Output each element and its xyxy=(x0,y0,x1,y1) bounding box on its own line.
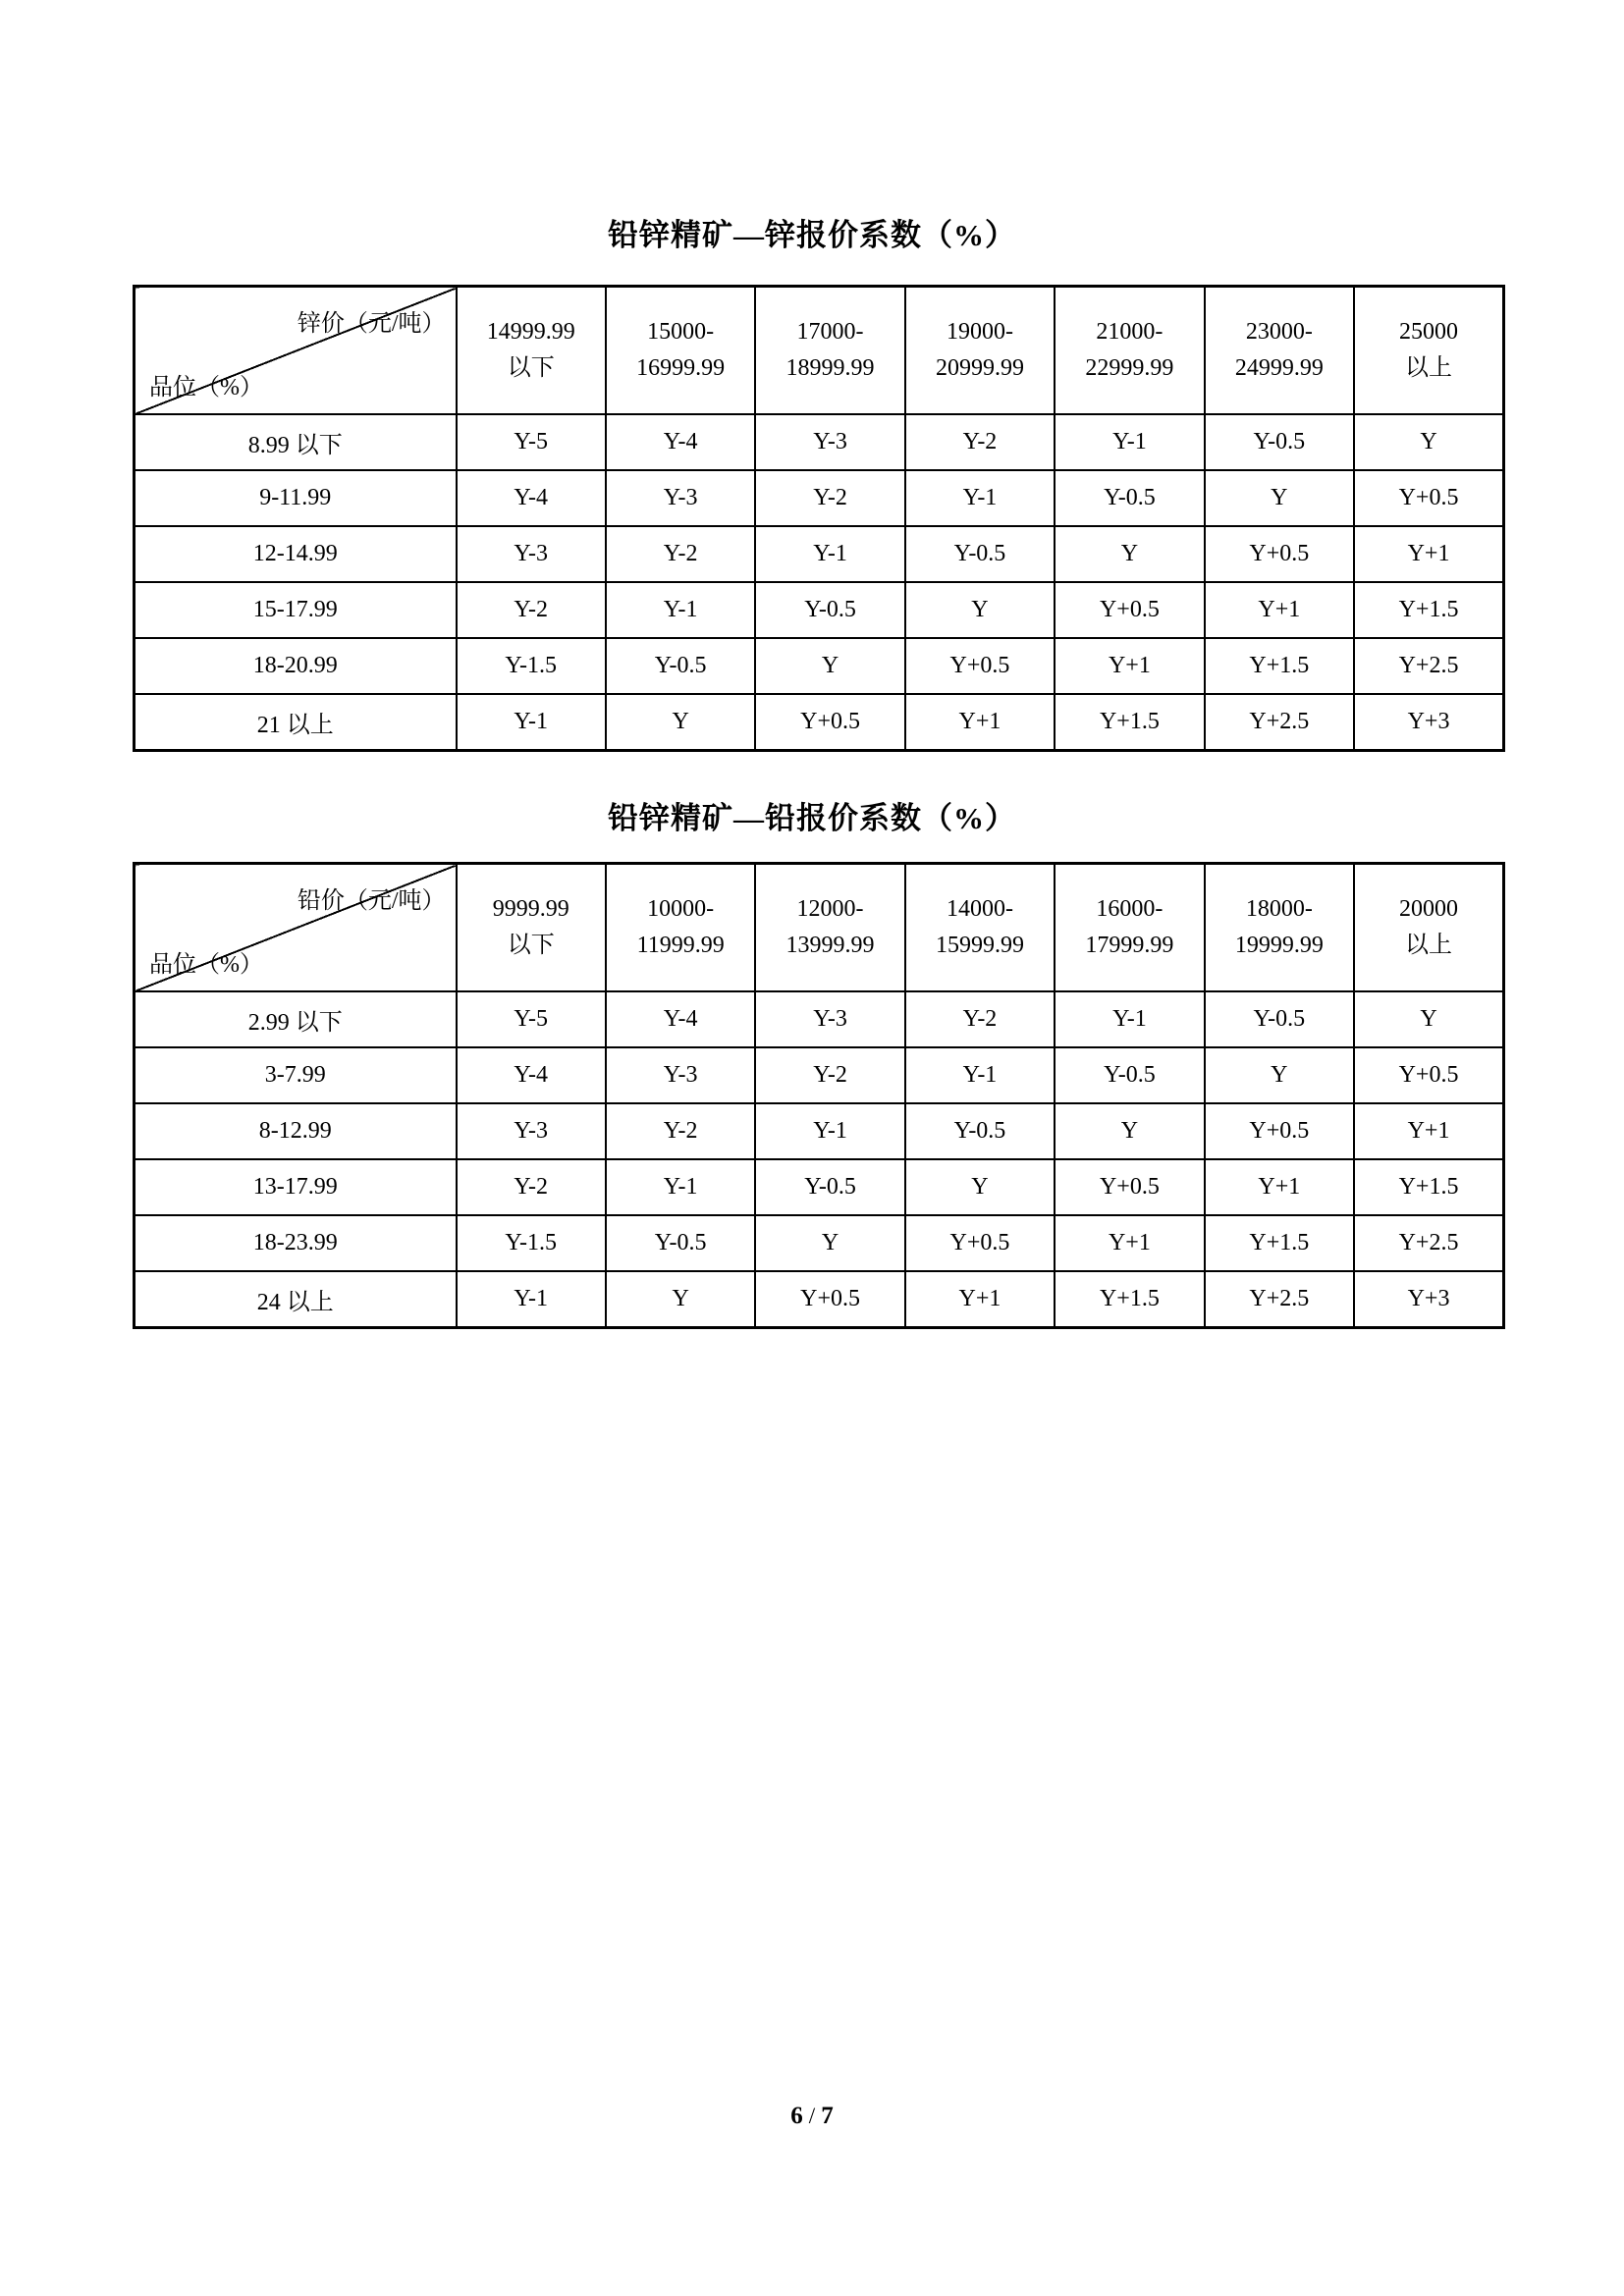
column-header-line: 12000- xyxy=(796,896,864,922)
column-header-line: 22999.99 xyxy=(1085,355,1174,381)
zinc-header-row xyxy=(135,287,1504,415)
lead-price-axis-label: 铅价（元/吨） xyxy=(297,888,446,914)
cell: Y+0.5 xyxy=(755,1271,904,1328)
column-header-line: 24999.99 xyxy=(1234,355,1324,381)
column-header xyxy=(1055,287,1204,415)
table-row xyxy=(135,991,1504,1047)
cell: Y+1 xyxy=(1205,1159,1354,1215)
cell: Y-3 xyxy=(457,526,606,582)
cell: Y-1 xyxy=(457,1271,606,1328)
column-header-line: 21000- xyxy=(1096,319,1164,345)
cell: Y-2 xyxy=(905,991,1055,1047)
page-number-separator: / xyxy=(808,2104,816,2128)
cell: Y+1 xyxy=(905,1271,1055,1328)
cell: Y-4 xyxy=(457,470,606,526)
cell: Y+1.5 xyxy=(1354,1159,1503,1215)
table-row xyxy=(135,638,1504,694)
table-row xyxy=(135,1271,1504,1328)
cell: Y+3 xyxy=(1354,1271,1503,1328)
row-label: 12-14.99 xyxy=(135,526,457,582)
row-label: 15-17.99 xyxy=(135,582,457,638)
cell: Y-3 xyxy=(457,1103,606,1159)
table-row xyxy=(135,1215,1504,1271)
cell: Y-1 xyxy=(457,694,606,751)
cell: Y-0.5 xyxy=(606,1215,755,1271)
column-header xyxy=(755,864,904,992)
row-label: 18-20.99 xyxy=(135,638,457,694)
cell: Y-3 xyxy=(755,414,904,470)
cell: Y+0.5 xyxy=(1055,582,1204,638)
cell: Y xyxy=(606,1271,755,1328)
page-number-total: 7 xyxy=(821,2103,834,2129)
column-header-line: 11999.99 xyxy=(636,933,725,958)
cell: Y xyxy=(905,1159,1055,1215)
cell: Y+1.5 xyxy=(1055,694,1204,751)
column-header-line: 13999.99 xyxy=(785,933,875,958)
cell: Y-0.5 xyxy=(1205,991,1354,1047)
column-header-line: 17999.99 xyxy=(1085,933,1174,958)
zinc-coefficient-table xyxy=(133,285,1505,752)
cell: Y+2.5 xyxy=(1354,638,1503,694)
cell: Y+0.5 xyxy=(1205,526,1354,582)
column-header-line: 14000- xyxy=(946,896,1013,922)
cell: Y+0.5 xyxy=(1055,1159,1204,1215)
cell: Y-1 xyxy=(606,582,755,638)
cell: Y-0.5 xyxy=(905,1103,1055,1159)
cell: Y-1 xyxy=(606,1159,755,1215)
table-row xyxy=(135,1103,1504,1159)
column-header-line: 15999.99 xyxy=(935,933,1024,958)
cell: Y+1.5 xyxy=(1205,638,1354,694)
cell: Y+1.5 xyxy=(1354,582,1503,638)
cell: Y xyxy=(606,694,755,751)
column-header xyxy=(457,864,606,992)
column-header xyxy=(1354,864,1503,992)
column-header-line: 18999.99 xyxy=(785,355,875,381)
lead-table-title: 铅锌精矿—铅报价系数（%） xyxy=(608,801,1016,835)
cell: Y+1 xyxy=(1205,582,1354,638)
cell: Y+0.5 xyxy=(1205,1103,1354,1159)
cell: Y+1 xyxy=(1354,1103,1503,1159)
table-row xyxy=(135,582,1504,638)
column-header-line: 15000- xyxy=(647,319,715,345)
cell: Y-0.5 xyxy=(755,582,904,638)
page-footer xyxy=(0,2103,1624,2130)
cell: Y-2 xyxy=(606,526,755,582)
row-label: 8.99 以下 xyxy=(135,414,457,470)
cell: Y+2.5 xyxy=(1205,1271,1354,1328)
cell: Y-2 xyxy=(755,470,904,526)
cell: Y+0.5 xyxy=(755,694,904,751)
cell: Y+2.5 xyxy=(1354,1215,1503,1271)
cell: Y-2 xyxy=(905,414,1055,470)
cell: Y-0.5 xyxy=(1055,470,1204,526)
table-row xyxy=(135,1047,1504,1103)
corner-diagonal-cell xyxy=(135,865,456,990)
corner-diagonal-cell xyxy=(135,288,456,413)
cell: Y-0.5 xyxy=(606,638,755,694)
column-header-line: 以上 xyxy=(1405,933,1453,958)
column-header xyxy=(905,864,1055,992)
cell: Y-1 xyxy=(755,1103,904,1159)
lead-coefficient-table xyxy=(133,862,1505,1329)
cell: Y+1 xyxy=(1354,526,1503,582)
cell: Y+3 xyxy=(1354,694,1503,751)
column-header-line: 以上 xyxy=(1405,355,1453,381)
table-row xyxy=(135,470,1504,526)
cell: Y-0.5 xyxy=(905,526,1055,582)
row-label: 18-23.99 xyxy=(135,1215,457,1271)
zinc-corner-header-cell xyxy=(135,287,457,415)
column-header-line: 18000- xyxy=(1245,896,1313,922)
column-header xyxy=(606,287,755,415)
column-header-line: 23000- xyxy=(1245,319,1313,345)
grade-axis-label: 品位（%） xyxy=(149,375,263,400)
column-header-line: 19999.99 xyxy=(1234,933,1324,958)
row-label: 3-7.99 xyxy=(135,1047,457,1103)
cell: Y-2 xyxy=(606,1103,755,1159)
column-header-line: 25000 xyxy=(1399,319,1459,345)
cell: Y-1 xyxy=(905,470,1055,526)
column-header xyxy=(1205,287,1354,415)
lead-header-row xyxy=(135,864,1504,992)
table-row xyxy=(135,694,1504,751)
zinc-price-axis-label: 锌价（元/吨） xyxy=(297,311,446,337)
column-header xyxy=(1205,864,1354,992)
cell: Y-5 xyxy=(457,991,606,1047)
cell: Y-1 xyxy=(1055,414,1204,470)
table-row xyxy=(135,1159,1504,1215)
cell: Y xyxy=(1354,414,1503,470)
cell: Y-1.5 xyxy=(457,638,606,694)
zinc-table-title: 铅锌精矿—锌报价系数（%） xyxy=(608,218,1016,252)
cell: Y-4 xyxy=(457,1047,606,1103)
row-label: 24 以上 xyxy=(135,1271,457,1328)
column-header-line: 20000 xyxy=(1399,896,1459,922)
cell: Y-3 xyxy=(606,1047,755,1103)
cell: Y-1 xyxy=(1055,991,1204,1047)
cell: Y+1.5 xyxy=(1205,1215,1354,1271)
column-header-line: 20999.99 xyxy=(935,355,1024,381)
cell: Y xyxy=(1055,526,1204,582)
cell: Y xyxy=(755,1215,904,1271)
cell: Y xyxy=(755,638,904,694)
column-header xyxy=(905,287,1055,415)
cell: Y+1 xyxy=(1055,638,1204,694)
cell: Y+0.5 xyxy=(1354,1047,1503,1103)
table-row xyxy=(135,414,1504,470)
cell: Y-4 xyxy=(606,991,755,1047)
column-header-line: 9999.99 xyxy=(492,896,569,922)
cell: Y xyxy=(1055,1103,1204,1159)
column-header xyxy=(755,287,904,415)
grade-axis-label: 品位（%） xyxy=(149,952,263,978)
cell: Y+0.5 xyxy=(905,1215,1055,1271)
cell: Y xyxy=(1205,1047,1354,1103)
cell: Y+0.5 xyxy=(1354,470,1503,526)
cell: Y-2 xyxy=(457,1159,606,1215)
row-label: 21 以上 xyxy=(135,694,457,751)
cell: Y-4 xyxy=(606,414,755,470)
cell: Y+1 xyxy=(905,694,1055,751)
cell: Y-3 xyxy=(606,470,755,526)
column-header-line: 17000- xyxy=(796,319,864,345)
cell: Y+2.5 xyxy=(1205,694,1354,751)
cell: Y-1 xyxy=(905,1047,1055,1103)
cell: Y-0.5 xyxy=(755,1159,904,1215)
column-header-line: 10000- xyxy=(647,896,715,922)
cell: Y-5 xyxy=(457,414,606,470)
cell: Y-3 xyxy=(755,991,904,1047)
cell: Y+0.5 xyxy=(905,638,1055,694)
page-number-current: 6 xyxy=(790,2103,803,2129)
cell: Y-0.5 xyxy=(1205,414,1354,470)
table-row xyxy=(135,526,1504,582)
column-header-line: 19000- xyxy=(946,319,1013,345)
column-header-line: 16000- xyxy=(1096,896,1164,922)
cell: Y-0.5 xyxy=(1055,1047,1204,1103)
cell: Y-2 xyxy=(755,1047,904,1103)
cell: Y xyxy=(1354,991,1503,1047)
column-header xyxy=(1354,287,1503,415)
cell: Y-1 xyxy=(755,526,904,582)
cell: Y+1 xyxy=(1055,1215,1204,1271)
cell: Y xyxy=(905,582,1055,638)
cell: Y-1.5 xyxy=(457,1215,606,1271)
column-header xyxy=(1055,864,1204,992)
cell: Y+1.5 xyxy=(1055,1271,1204,1328)
row-label: 2.99 以下 xyxy=(135,991,457,1047)
column-header-line: 以下 xyxy=(507,355,555,381)
column-header-line: 16999.99 xyxy=(636,355,726,381)
column-header xyxy=(457,287,606,415)
column-header-line: 以下 xyxy=(507,933,555,958)
column-header-line: 14999.99 xyxy=(486,319,575,345)
row-label: 9-11.99 xyxy=(135,470,457,526)
cell: Y xyxy=(1205,470,1354,526)
row-label: 13-17.99 xyxy=(135,1159,457,1215)
lead-corner-header-cell xyxy=(135,864,457,992)
column-header xyxy=(606,864,755,992)
row-label: 8-12.99 xyxy=(135,1103,457,1159)
cell: Y-2 xyxy=(457,582,606,638)
